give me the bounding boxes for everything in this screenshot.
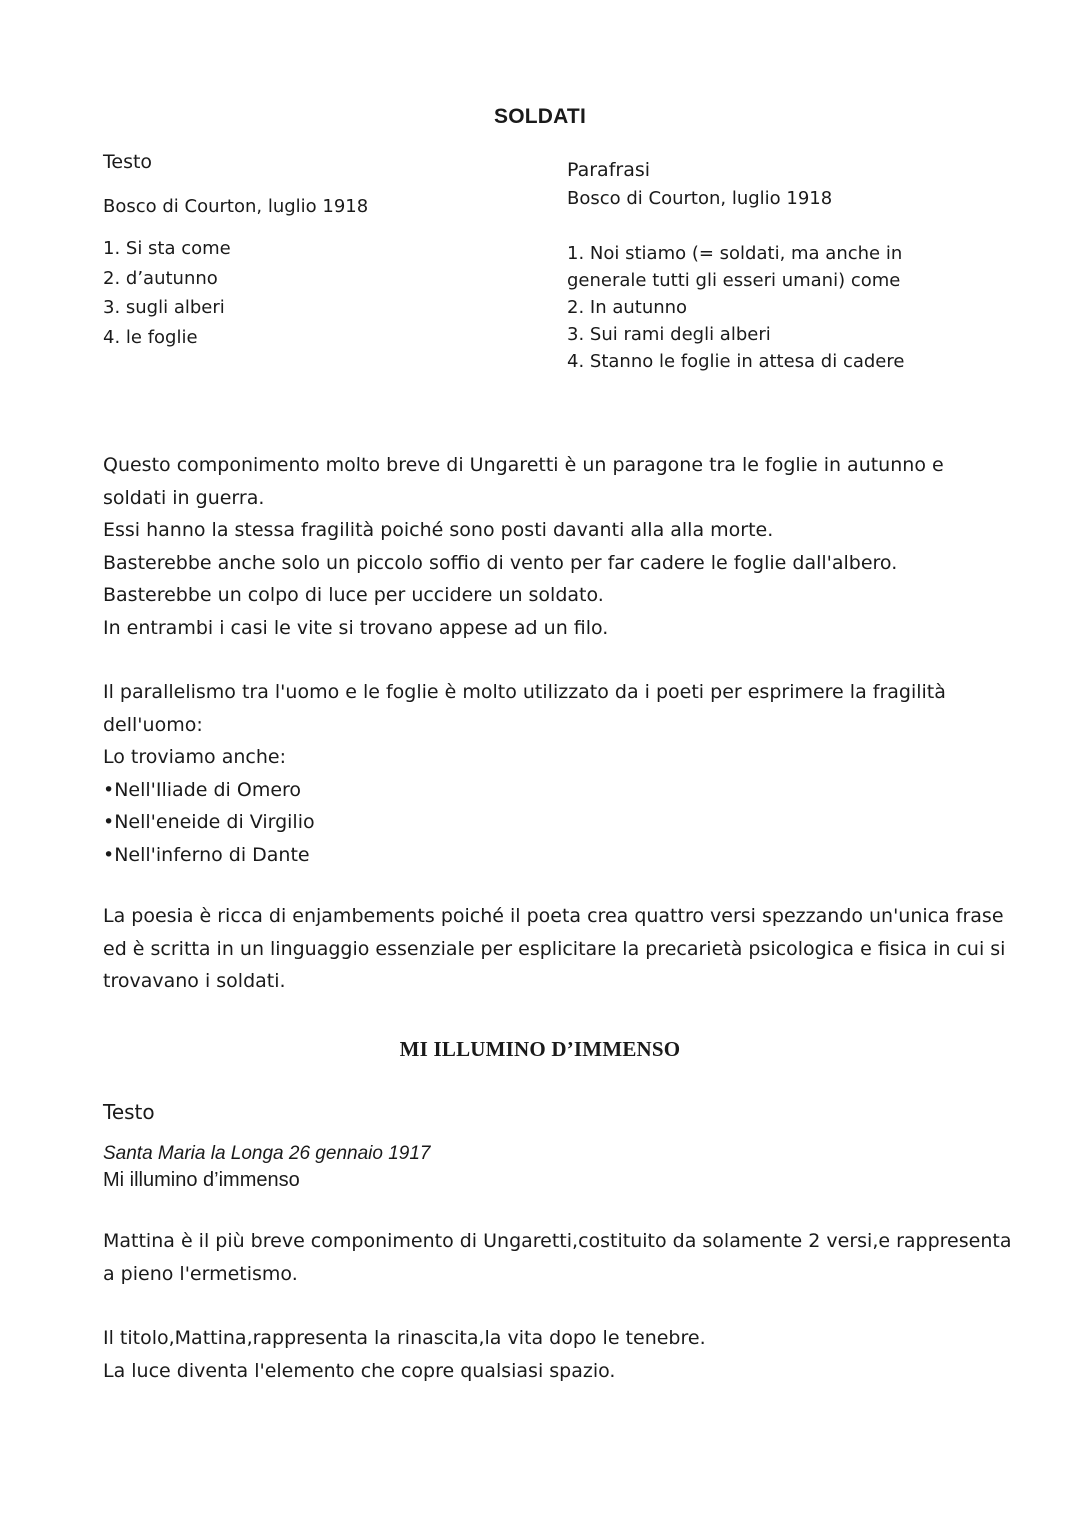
mattina-paragraph-1 <box>103 1225 1012 1290</box>
poem-title-mattina: MI ILLUMINO D’IMMENSO <box>399 1037 681 1061</box>
verse-line: 3. sugli alberi <box>103 297 225 318</box>
paragraph-line: Questo componimento molto breve di Ungaretti è un paragone tra le foglie in autunno e <box>103 454 944 476</box>
parafrasi-line: 1. Noi stiamo (= soldati, ma anche in <box>567 243 903 264</box>
commento-paragraph-3 <box>103 900 1006 998</box>
paragraph-line: Basterebbe anche solo un piccolo soffio di vento per far cadere le foglie dall'albero. <box>103 551 898 574</box>
paragraph-line: In entrambi i casi le vite si trovano appese ad un filo. <box>103 616 609 639</box>
paragraph-line: trovavano i soldati. <box>103 970 286 993</box>
list-item: •Nell'eneide di Virgilio <box>103 811 315 834</box>
parafrasi-heading: Parafrasi <box>567 159 651 181</box>
parafrasi-line: 3. Sui rami degli alberi <box>567 324 771 345</box>
commento-paragraph-2 <box>103 676 993 872</box>
paragraph-line: Essi hanno la stessa fragilità poiché sono posti davanti alla alla morte. <box>103 519 774 542</box>
parafrasi-lines <box>567 240 904 375</box>
paragraph-line: La luce diventa l'elemento che copre qualsiasi spazio. <box>103 1359 616 1382</box>
mattina-paragraph-2 <box>103 1322 993 1387</box>
paragraph-line: La poesia è ricca di enjambements poiché il poeta crea quattro versi spezzando un'unica frase <box>103 905 1004 927</box>
paragraph-line: Lo troviamo anche: <box>103 746 286 769</box>
mattina-place: Santa Maria la Longa 26 gennaio 1917 <box>103 1143 431 1164</box>
testo-place: Bosco di Courton, luglio 1918 <box>103 196 369 217</box>
paragraph-line: Basterebbe un colpo di luce per uccidere un soldato. <box>103 584 604 607</box>
parafrasi-line: generale tutti gli esseri umani) come <box>567 270 901 291</box>
verse-line: 2. d’autunno <box>103 267 218 289</box>
parafrasi-line: 2. In autunno <box>567 297 688 318</box>
testo-verses <box>103 234 231 352</box>
paragraph-line: dell'uomo: <box>103 713 203 736</box>
list-item: •Nell'Iliade di Omero <box>103 778 302 801</box>
verse-line: 1. Si sta come <box>103 238 231 259</box>
testo-heading-mattina: Testo <box>103 1100 155 1124</box>
list-item: •Nell'inferno di Dante <box>103 843 310 866</box>
parafrasi-place: Bosco di Courton, luglio 1918 <box>567 188 833 209</box>
paragraph-line: a pieno l'ermetismo. <box>103 1262 298 1285</box>
paragraph-line: Il parallelismo tra l'uomo e le foglie è molto utilizzato da i poeti per esprimere la fragilità <box>103 681 946 703</box>
commento-paragraph-1 <box>103 449 993 645</box>
poem-title-soldati: SOLDATI <box>493 105 586 128</box>
paragraph-line: soldati in guerra. <box>103 486 265 509</box>
mattina-verse: Mi illumino d’immenso <box>103 1169 300 1191</box>
paragraph-line: Mattina è il più breve componimento di Ungaretti,costituito da solamente 2 versi,e rappresenta <box>103 1230 1012 1252</box>
testo-heading: Testo <box>103 151 153 173</box>
parafrasi-line: 4. Stanno le foglie in attesa di cadere <box>567 351 905 372</box>
paragraph-line: Il titolo,Mattina,rappresenta la rinascita,la vita dopo le tenebre. <box>103 1327 706 1349</box>
verse-line: 4. le foglie <box>103 326 198 348</box>
paragraph-line: ed è scritta in un linguaggio essenziale per esplicitare la precarietà psicologica e fisica in cui si <box>103 937 1006 960</box>
